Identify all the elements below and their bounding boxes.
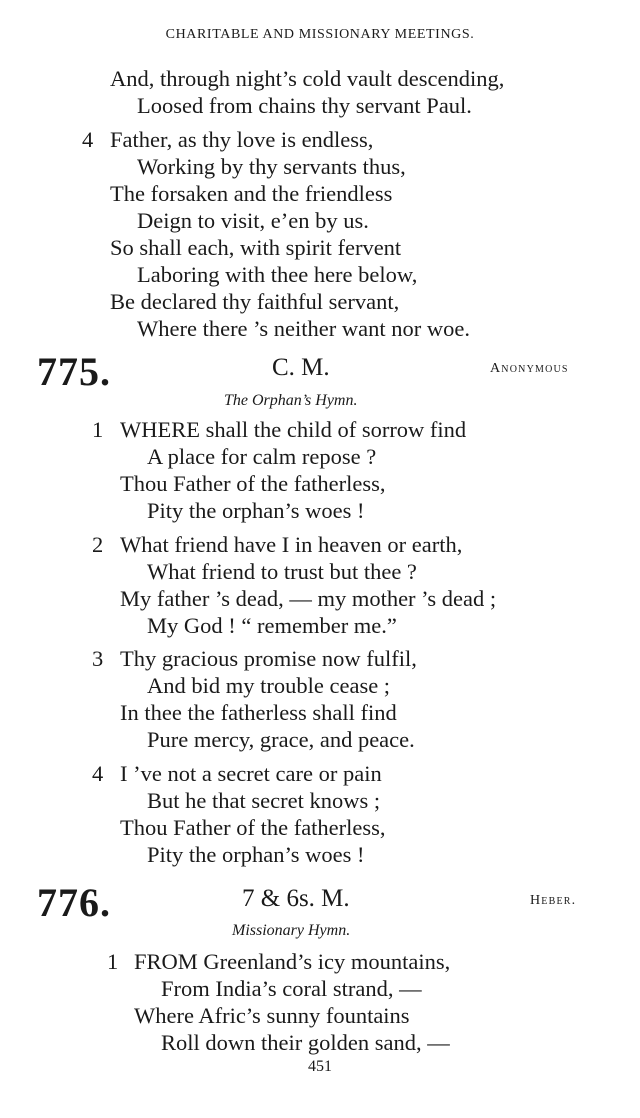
verse-line: What friend have I in heaven or earth,: [120, 532, 463, 557]
hymn-title: The Orphan’s Hymn.: [224, 392, 358, 409]
verse-line: My father ’s dead, — my mother ’s dead ;: [120, 586, 497, 611]
verse-line: Pity the orphan’s woes !: [147, 498, 365, 523]
stanza-number: 1: [92, 417, 104, 442]
verse-line: From India’s coral strand, —: [161, 976, 422, 1001]
hymn-author: Heber.: [530, 893, 577, 908]
verse-line: So shall each, with spirit fervent: [110, 235, 402, 260]
verse-line: WHERE shall the child of sorrow find: [120, 417, 467, 442]
hymn-number: 775.: [37, 349, 111, 394]
hymn-number: 776.: [37, 880, 111, 925]
verse-line: Loosed from chains thy servant Paul.: [137, 93, 472, 118]
hymn-meter: C. M.: [272, 354, 330, 381]
verse-line: In thee the fatherless shall find: [120, 700, 397, 725]
verse-line: Laboring with thee here below,: [137, 262, 418, 287]
verse-line: Deign to visit, e’en by us.: [137, 208, 369, 233]
stanza-number: 2: [92, 532, 104, 557]
verse-line: Roll down their golden sand, —: [161, 1030, 450, 1055]
verse-line: Pity the orphan’s woes !: [147, 842, 365, 867]
verse-line: Father, as thy love is endless,: [110, 127, 374, 152]
verse-line: Pure mercy, grace, and peace.: [147, 727, 415, 752]
hymn-title: Missionary Hymn.: [232, 922, 351, 939]
stanza-number: 4: [92, 761, 104, 786]
verse-line: Thou Father of the fatherless,: [120, 471, 386, 496]
hymn-meter: 7 & 6s. M.: [242, 885, 350, 912]
stanza-number: 4: [82, 127, 94, 152]
verse-line: Be declared thy faithful servant,: [110, 289, 400, 314]
verse-line: But he that secret knows ;: [147, 788, 381, 813]
verse-line: I ’ve not a secret care or pain: [120, 761, 382, 786]
running-head: CHARITABLE AND MISSIONARY MEETINGS.: [165, 27, 475, 42]
verse-line: Where there ’s neither want nor woe.: [137, 316, 470, 341]
verse-line: And bid my trouble cease ;: [147, 673, 391, 698]
stanza-number: 3: [92, 646, 104, 671]
verse-line: And, through night’s cold vault descending,: [110, 66, 505, 91]
verse-line: What friend to trust but thee ?: [147, 559, 417, 584]
stanza-number: 1: [107, 949, 119, 974]
verse-line: Thy gracious promise now fulfil,: [120, 646, 417, 671]
verse-line: Thou Father of the fatherless,: [120, 815, 386, 840]
verse-line: The forsaken and the friendless: [110, 181, 393, 206]
verse-line: FROM Greenland’s icy mountains,: [134, 949, 451, 974]
page-number: 451: [308, 1058, 332, 1075]
verse-line: A place for calm repose ?: [147, 444, 377, 469]
verse-line: Working by thy servants thus,: [137, 154, 406, 179]
verse-line: My God ! “ remember me.”: [147, 613, 397, 638]
hymn-author: Anonymous: [490, 361, 569, 376]
verse-line: Where Afric’s sunny fountains: [134, 1003, 410, 1028]
